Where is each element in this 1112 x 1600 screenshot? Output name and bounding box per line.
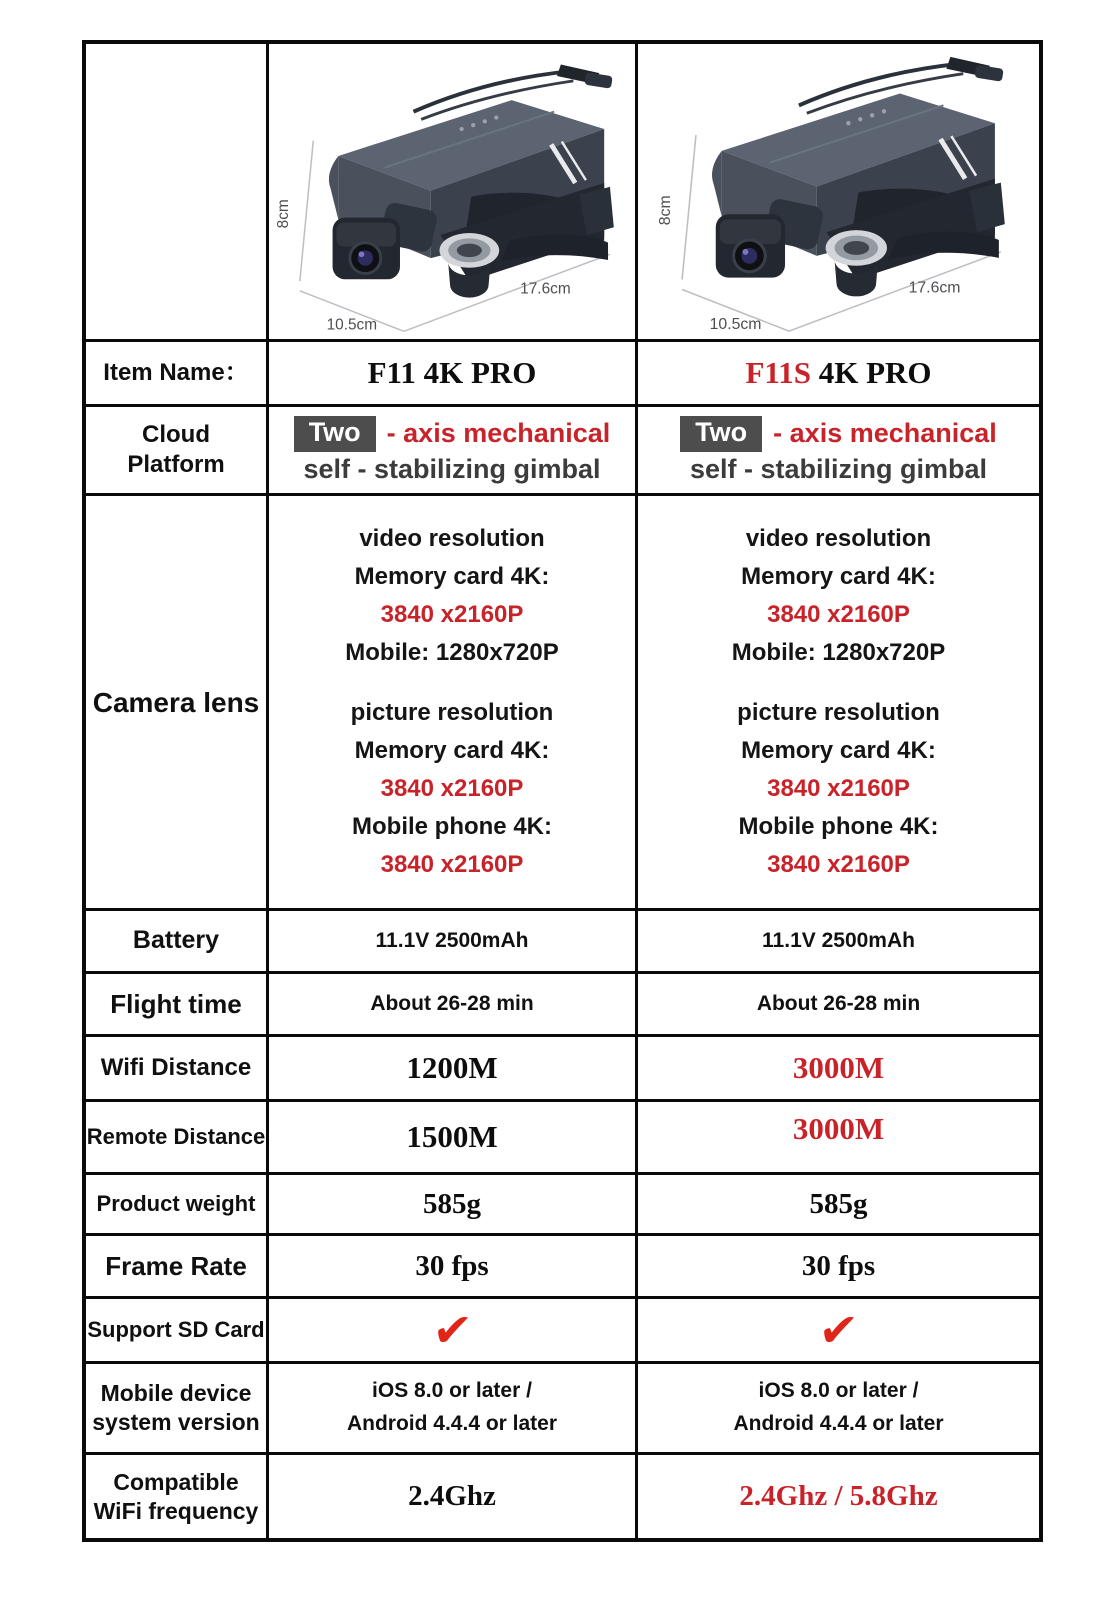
os-version-line: iOS 8.0 or later / xyxy=(758,1379,919,1403)
remote-distance-value-f11 xyxy=(269,1102,635,1172)
wifi-distance-label xyxy=(86,1037,266,1099)
camera-spec-line: picture resolution xyxy=(350,699,554,726)
camera-spec-line: video resolution xyxy=(359,525,545,552)
camera-spec-line: 3840 x2160P xyxy=(380,775,524,802)
row-label-text: Frame Rate xyxy=(105,1250,247,1281)
cloud-platform-value-f11s xyxy=(638,407,1039,493)
os-version-line: iOS 8.0 or later / xyxy=(372,1379,532,1403)
product-weight-spec: 585g xyxy=(423,1187,481,1220)
row-label-text: Product weight xyxy=(96,1191,256,1217)
dimension-label-width: 10.5cm xyxy=(326,316,378,334)
drone-photo-f11 xyxy=(269,44,635,339)
camera-spec-line: 3840 x2160P xyxy=(380,601,524,628)
product-name-f11s xyxy=(745,355,931,391)
os-version-line: Android 4.4.4 or later xyxy=(346,1412,558,1435)
gimbal-headline xyxy=(680,416,997,452)
flight-time-label xyxy=(86,974,266,1034)
row-label-line: Cloud xyxy=(142,421,210,448)
mobile-device-label xyxy=(86,1364,266,1452)
flight-time-value-f11 xyxy=(269,974,635,1034)
wifi-frequency-value-f11 xyxy=(269,1455,635,1538)
drone-illustration xyxy=(329,65,614,298)
remote-distance-spec: 1500M xyxy=(406,1119,498,1154)
row-label-text: Battery xyxy=(132,926,220,955)
wifi-distance-spec: 1200M xyxy=(406,1050,498,1085)
camera-lens-label xyxy=(86,496,266,908)
drone-photo-cell-f11 xyxy=(269,44,635,339)
wifi-distance-value-f11s xyxy=(638,1037,1039,1099)
item-name-value-f11s xyxy=(638,342,1039,404)
camera-spec-line: video resolution xyxy=(745,525,932,552)
wifi-frequency-value-f11s xyxy=(638,1455,1039,1538)
product-name-f11: F11 4K PRO xyxy=(367,355,537,390)
camera-spec-line: Mobile: 1280x720P xyxy=(731,639,946,666)
gimbal-subline: self - stabilizing gimbal xyxy=(689,453,988,484)
gimbal-headline-text: - axis mechanical xyxy=(773,418,997,448)
camera-spec-line: 3840 x2160P xyxy=(380,851,524,878)
camera-spec-line: 3840 x2160P xyxy=(767,775,910,802)
row-label-text: Remote Distance xyxy=(86,1124,266,1150)
row-label-line: Mobile device xyxy=(100,1380,252,1407)
gimbal-headline-text: - axis mechanical xyxy=(386,418,611,448)
image-row-label-cell xyxy=(86,44,266,339)
cloud-platform-value-f11 xyxy=(269,407,635,493)
frame-rate-spec: 30 fps xyxy=(415,1249,489,1282)
camera-spec-line: Mobile phone 4K: xyxy=(352,813,552,840)
row-label-text: Wifi Distance xyxy=(100,1054,252,1081)
row-label-text: Item Name： xyxy=(103,359,249,386)
battery-label xyxy=(86,911,266,971)
dimension-label-length: 17.6cm xyxy=(520,280,571,298)
spec-table xyxy=(82,40,1043,1542)
camera-spec-line: Memory card 4K: xyxy=(741,563,936,590)
camera-spec-line: 3840 x2160P xyxy=(767,601,910,628)
row-label-line: Compatible xyxy=(113,1468,239,1495)
two-axis-badge: Two xyxy=(680,416,762,452)
product-weight-label xyxy=(86,1175,266,1233)
row-label-text: Support SD Card xyxy=(87,1317,265,1343)
product-name-f11s-model: F11S xyxy=(745,355,819,390)
frame-rate-value-f11s xyxy=(638,1236,1039,1296)
mobile-device-value-f11 xyxy=(269,1364,635,1452)
camera-spec-line: Memory card 4K: xyxy=(354,737,550,764)
item-name-label xyxy=(86,342,266,404)
flight-time-spec: About 26-28 min xyxy=(370,991,534,1015)
wifi-frequency-spec: 2.4Ghz / 5.8Ghz xyxy=(739,1480,938,1512)
product-weight-value-f11s xyxy=(638,1175,1039,1233)
os-version-line: Android 4.4.4 or later xyxy=(733,1412,944,1435)
camera-spec-line: Memory card 4K: xyxy=(741,737,936,764)
product-weight-value-f11 xyxy=(269,1175,635,1233)
battery-value-f11 xyxy=(269,911,635,971)
dimension-label-height: 8cm xyxy=(657,195,675,226)
frame-rate-value-f11 xyxy=(269,1236,635,1296)
checkmark-icon: ✔ xyxy=(429,1303,475,1357)
wifi-distance-value-f11 xyxy=(269,1037,635,1099)
battery-value-f11s xyxy=(638,911,1039,971)
item-name-value-f11 xyxy=(269,342,635,404)
drone-photo-f11s xyxy=(638,44,1039,339)
frame-rate-spec: 30 fps xyxy=(801,1249,876,1282)
wifi-frequency-label xyxy=(86,1455,266,1538)
sd-card-value-f11s xyxy=(638,1299,1039,1361)
remote-distance-label xyxy=(86,1102,266,1172)
camera-spec-line: 3840 x2160P xyxy=(767,851,910,878)
remote-distance-spec: 3000M xyxy=(792,1111,885,1146)
mobile-device-value-f11s xyxy=(638,1364,1039,1452)
sd-card-label xyxy=(86,1299,266,1361)
remote-distance-value-f11s xyxy=(638,1102,1039,1172)
drone-illustration xyxy=(712,57,1005,297)
row-label-line: system version xyxy=(92,1409,260,1435)
camera-spec-line: Memory card 4K: xyxy=(354,563,550,590)
row-label-line: WiFi frequency xyxy=(93,1497,259,1524)
row-label-text: Camera lens xyxy=(92,686,260,718)
drone-photo-cell-f11s xyxy=(638,44,1039,339)
frame-rate-label xyxy=(86,1236,266,1296)
row-label-line: Platform xyxy=(127,451,225,478)
checkmark-icon: ✔ xyxy=(816,1303,861,1357)
dimension-label-width: 10.5cm xyxy=(709,316,762,334)
wifi-frequency-spec: 2.4Ghz xyxy=(408,1480,496,1512)
row-label-text: Flight time xyxy=(110,988,242,1019)
camera-spec-line: picture resolution xyxy=(737,699,940,726)
wifi-distance-spec: 3000M xyxy=(792,1050,885,1085)
camera-spec-line: Mobile: 1280x720P xyxy=(345,639,559,666)
gimbal-headline xyxy=(294,416,611,452)
sd-card-value-f11 xyxy=(269,1299,635,1361)
battery-spec: 11.1V 2500mAh xyxy=(762,928,915,952)
flight-time-spec: About 26-28 min xyxy=(756,991,921,1015)
product-weight-spec: 585g xyxy=(809,1187,868,1220)
dimension-label-height: 8cm xyxy=(275,199,293,229)
camera-spec-line: Mobile phone 4K: xyxy=(738,813,939,840)
camera-lens-value-f11 xyxy=(269,496,635,908)
gimbal-subline: self - stabilizing gimbal xyxy=(303,453,601,484)
cloud-platform-label xyxy=(86,407,266,493)
camera-lens-value-f11s xyxy=(638,496,1039,908)
two-axis-badge: Two xyxy=(294,416,376,452)
flight-time-value-f11s xyxy=(638,974,1039,1034)
battery-spec: 11.1V 2500mAh xyxy=(375,928,529,952)
product-name-f11s-suffix: 4K PRO xyxy=(818,355,932,390)
dimension-label-length: 17.6cm xyxy=(908,279,961,297)
